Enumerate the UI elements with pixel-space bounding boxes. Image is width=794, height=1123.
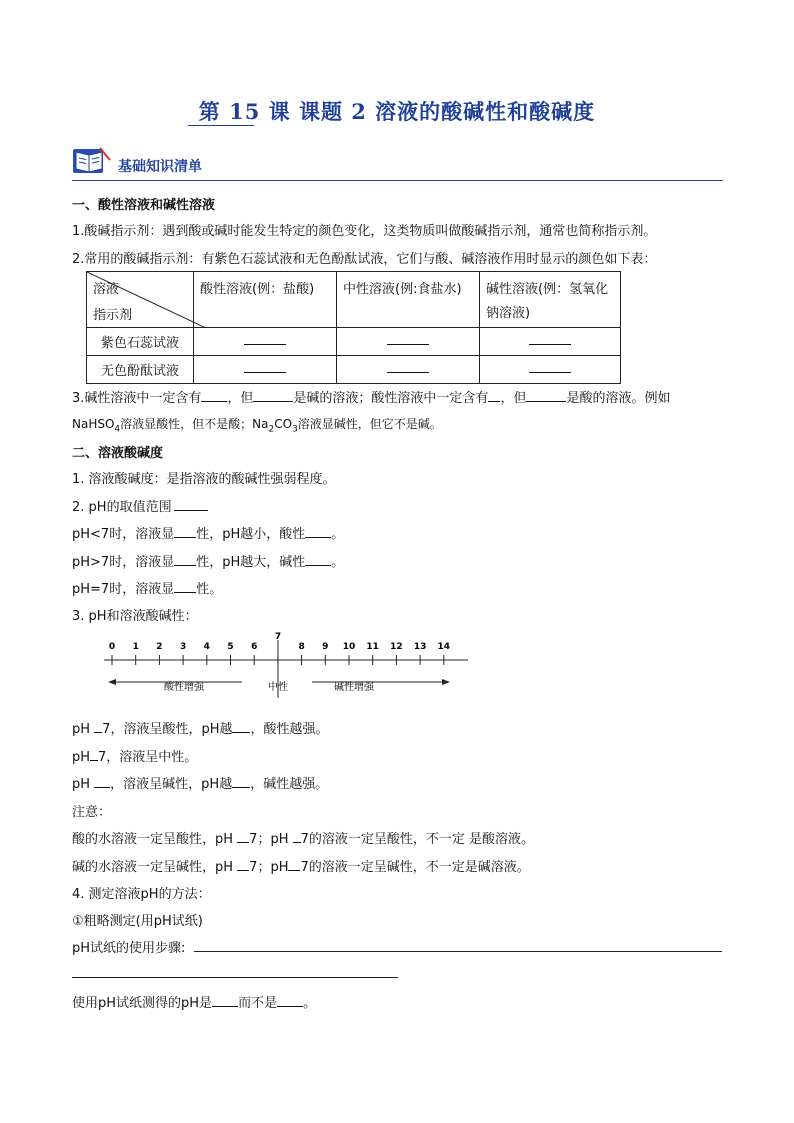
text: 性，pH越大，碱性 bbox=[196, 555, 306, 570]
note-2 bbox=[72, 856, 530, 875]
indicator-table bbox=[86, 271, 621, 384]
row-label-litmus: 紫色石蕊试液 bbox=[87, 328, 194, 356]
text: 性，pH越小，酸性 bbox=[196, 527, 306, 542]
table-corner-cell bbox=[87, 272, 194, 328]
text: ，溶液呈碱性，pH越 bbox=[110, 777, 233, 792]
text: 是酸的溶液。例如 bbox=[566, 391, 671, 406]
blank bbox=[293, 830, 301, 843]
scale-tick-label: 12 bbox=[390, 642, 403, 652]
ph-line-4 bbox=[72, 551, 344, 570]
scale-tick-label: 5 bbox=[227, 642, 234, 652]
blank bbox=[94, 720, 102, 733]
text: 性。 bbox=[196, 582, 223, 597]
blank bbox=[174, 525, 196, 538]
text: pH>7时，溶液显 bbox=[72, 555, 175, 570]
item-3 bbox=[72, 387, 670, 406]
section-title: 基础知识清单 bbox=[118, 159, 202, 175]
text: 而不是 bbox=[238, 996, 278, 1011]
acid-label: 酸性增强 bbox=[164, 682, 204, 693]
text: pH=7时，溶液显 bbox=[72, 582, 175, 597]
text: 7；pH bbox=[249, 832, 289, 847]
scale-tick-label: 10 bbox=[342, 642, 356, 652]
blank bbox=[244, 364, 286, 373]
item-2: 2.常用的酸碱指示剂：有紫色石蕊试液和无色酚酞试液，它们与酸、碱溶液作用时显示的颜色如下表： bbox=[72, 252, 657, 267]
scale-tick-label: 14 bbox=[437, 642, 451, 652]
scale-tick-label: 6 bbox=[251, 642, 258, 652]
scale-tick-label: 11 bbox=[366, 642, 379, 652]
scale-tick-label: 9 bbox=[322, 642, 329, 652]
ph-paper-steps: pH试纸的使用步骤: bbox=[72, 941, 186, 956]
scale-tick-label: 7 bbox=[274, 632, 282, 642]
ph-line-5 bbox=[72, 578, 222, 597]
blank bbox=[529, 364, 571, 373]
scale-tick-label: 3 bbox=[179, 642, 187, 652]
heading-ph: 二、溶液酸碱度 bbox=[72, 446, 164, 461]
blank bbox=[526, 389, 566, 402]
corner-top-label: 溶液 bbox=[93, 282, 120, 297]
subscript: 2 bbox=[268, 424, 275, 435]
scale-tick-label: 4 bbox=[203, 642, 210, 652]
ph-neutral-line bbox=[72, 746, 197, 765]
corner-bottom-label: 指示剂 bbox=[93, 308, 133, 323]
blank bbox=[288, 858, 300, 871]
text: pH<7时，溶液显 bbox=[72, 527, 175, 542]
text: CO bbox=[274, 417, 293, 431]
text: ，碱性越强。 bbox=[250, 777, 329, 792]
blank bbox=[232, 775, 250, 788]
text: 酸的水溶液一定呈酸性，pH bbox=[72, 832, 234, 847]
text: 3.碱性溶液中一定含有 bbox=[72, 391, 202, 406]
method-rough: ①粗略测定(用pH试纸) bbox=[72, 914, 203, 929]
item-3-line2 bbox=[72, 415, 442, 434]
blank bbox=[232, 720, 250, 733]
text: 7的溶液一定呈碱性，不一定是碱溶液。 bbox=[300, 860, 530, 875]
text: ，但 bbox=[227, 391, 254, 406]
text: 使用pH试纸测得的pH是 bbox=[72, 996, 213, 1011]
ph-acid-line bbox=[72, 718, 329, 737]
text: ，酸性越强。 bbox=[250, 722, 329, 737]
note-label: 注意： bbox=[72, 805, 112, 820]
blank bbox=[174, 580, 196, 593]
blank bbox=[488, 389, 500, 402]
scale-tick-label: 13 bbox=[413, 642, 427, 652]
ph-line-6: 3. pH和溶液酸碱性： bbox=[72, 609, 198, 624]
blank bbox=[174, 498, 208, 511]
blank bbox=[212, 994, 238, 1007]
blank bbox=[174, 553, 196, 566]
blank bbox=[237, 858, 249, 871]
col-header-acid: 酸性溶液(例：盐酸) bbox=[194, 272, 337, 328]
ph-line-3 bbox=[72, 523, 344, 542]
text: 。 bbox=[331, 555, 345, 570]
text: 溶液显碱性，但它不是碱。 bbox=[297, 417, 442, 431]
blank bbox=[201, 389, 227, 402]
neutral-label: 中性 bbox=[268, 682, 288, 693]
acid-arrowhead bbox=[108, 679, 116, 685]
text: 。 bbox=[303, 996, 317, 1011]
blank bbox=[94, 775, 110, 788]
text: 7；pH bbox=[249, 860, 289, 875]
blank bbox=[237, 830, 249, 843]
text: pH bbox=[72, 777, 91, 792]
scale-tick-label: 2 bbox=[156, 642, 163, 652]
col-header-base bbox=[480, 272, 621, 328]
answer-line bbox=[72, 977, 398, 978]
blank bbox=[305, 553, 331, 566]
text: pH bbox=[72, 722, 91, 737]
blank bbox=[529, 336, 571, 345]
title-underline bbox=[188, 125, 254, 126]
text: pH bbox=[72, 750, 91, 765]
text: 7，溶液呈酸性，pH越 bbox=[102, 722, 233, 737]
text: 2. pH的取值范围 bbox=[72, 500, 172, 515]
book-icon bbox=[72, 146, 112, 176]
blank bbox=[277, 994, 303, 1007]
ph-paper-result bbox=[72, 992, 316, 1011]
base-label: 碱性增强 bbox=[334, 682, 374, 693]
text: NaHSO bbox=[72, 417, 115, 431]
item-1: 1.酸碱指示剂：遇到酸或碱时能发生特定的颜色变化，这类物质叫做酸碱指示剂，通常也简称指示剂。 bbox=[72, 224, 657, 239]
blank bbox=[90, 748, 98, 761]
ph-base-line bbox=[72, 773, 328, 792]
subscript: 3 bbox=[292, 424, 298, 435]
text: 溶液显酸性，但不是酸；Na bbox=[120, 417, 269, 431]
col-header-neutral: 中性溶液(例:食盐水) bbox=[337, 272, 480, 328]
heading-acid-base-solutions: 一、酸性溶液和碱性溶液 bbox=[72, 198, 216, 213]
text: 。 bbox=[331, 527, 345, 542]
col-header-base-line1: 碱性溶液(例：氢氧化 bbox=[486, 282, 609, 297]
blank bbox=[387, 336, 429, 345]
scale-tick-label: 1 bbox=[132, 642, 139, 652]
page-title: 第 15 课 课题 2 溶液的酸碱性和酸碱度 bbox=[198, 99, 596, 124]
blank bbox=[244, 336, 286, 345]
subscript: 4 bbox=[114, 424, 121, 435]
text: ，但 bbox=[500, 391, 527, 406]
ph-line-2 bbox=[72, 496, 208, 515]
col-header-base-line2: 钠溶液) bbox=[486, 306, 531, 321]
base-arrowhead bbox=[442, 679, 450, 685]
answer-line bbox=[194, 951, 722, 952]
ph-line-1: 1. 溶液酸碱度：是指溶液的酸碱性强弱程度。 bbox=[72, 472, 336, 487]
row-label-phenolphthalein: 无色酚酞试液 bbox=[87, 356, 194, 384]
note-1 bbox=[72, 828, 534, 847]
method-heading: 4. 测定溶液pH的方法： bbox=[72, 887, 211, 902]
blank bbox=[253, 389, 293, 402]
scale-tick-label: 8 bbox=[298, 642, 305, 652]
text: 7的溶液一定呈酸性，不一定 是酸溶液。 bbox=[300, 832, 535, 847]
blank bbox=[387, 364, 429, 373]
ph-scale bbox=[100, 630, 472, 700]
text: 碱的水溶液一定呈碱性，pH bbox=[72, 860, 234, 875]
blank bbox=[305, 525, 331, 538]
scale-tick-label: 0 bbox=[108, 642, 116, 652]
section-divider bbox=[72, 180, 723, 181]
text: 7，溶液呈中性。 bbox=[98, 750, 198, 765]
text: 是碱的溶液；酸性溶液中一定含有 bbox=[293, 391, 489, 406]
